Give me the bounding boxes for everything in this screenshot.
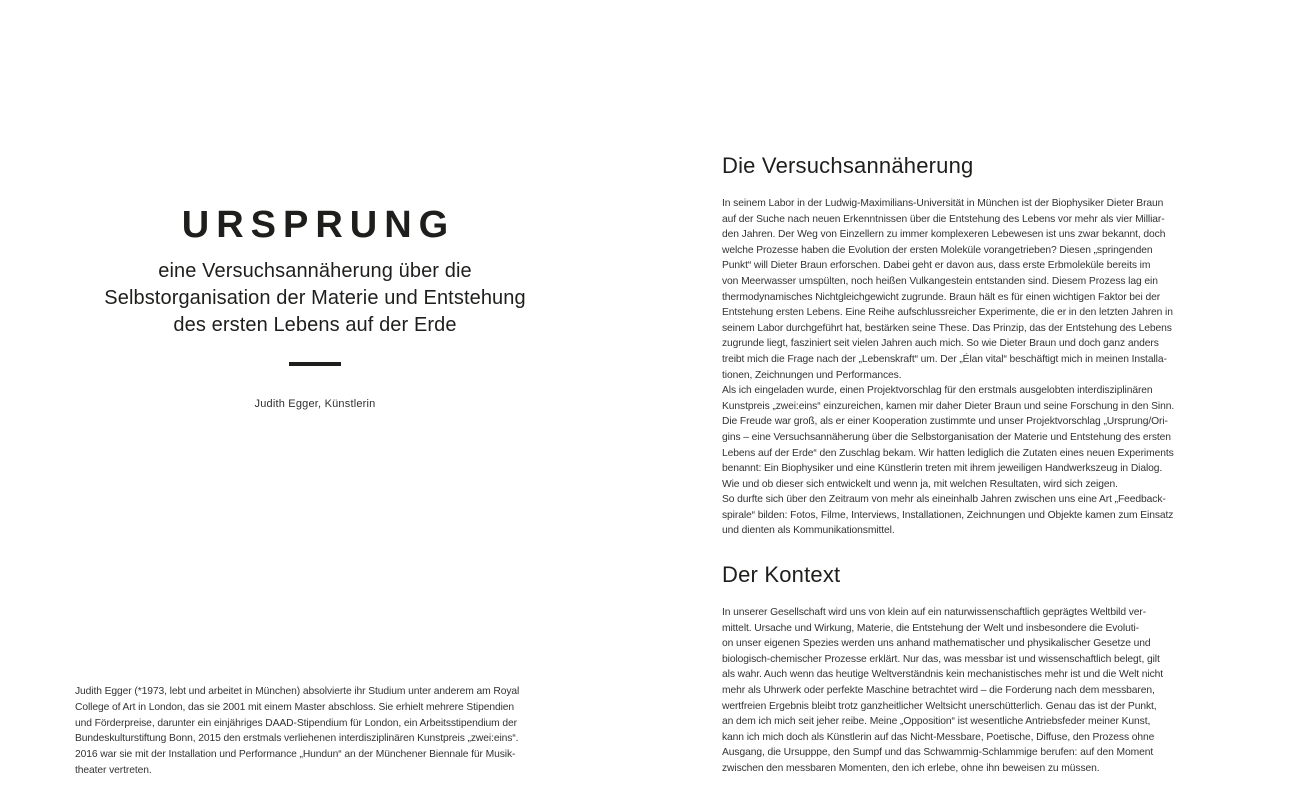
text-line: und dienten als Kommunikationsmittel. [722, 525, 895, 537]
text-line: Lebens auf der Erde“ den Zuschlag bekam. Wir hatten lediglich die Zutaten eines neuen Experiments [722, 447, 1174, 459]
text-line: spirale“ bilden: Fotos, Filme, Interviews, Installationen, Zeichnungen und Objekte kamen zum Einsatz [722, 509, 1174, 521]
text-line: Die Freude war groß, als er einer Kooperation zustimmte und unser Projektvorschlag „Ursprung/Ori- [722, 416, 1168, 428]
paragraph [722, 383, 1218, 492]
text-line: und Förderpreise, darunter ein einjähriges DAAD-Stipendium für London, ein Arbeitsstipendium der [75, 717, 518, 729]
text-line: thermodynamisches Nichtgleichgewicht zugrunde. Braun hält es für einen wichtigen Faktor bei der [722, 291, 1161, 303]
text-line: So durfte sich über den Zeitraum von mehr als eineinhalb Jahren zwischen uns eine Art „Feedback- [722, 494, 1166, 506]
paragraph [722, 605, 1218, 777]
article-section [722, 152, 1218, 539]
text-line: theater vertreten. [75, 764, 152, 776]
text-line: gins – eine Versuchsannäherung über die Selbstorganisation der Materie und Entstehung des ersten [722, 431, 1171, 443]
text-line: mehr als Uhrwerk oder perfekte Maschine betrachtet wird – die Forderung nach dem messbaren, [722, 685, 1155, 697]
text-line: benannt: Ein Biophysiker und eine Künstlerin treten mit ihrem jeweiligen Handwerkszeug in Dialog. [722, 463, 1163, 475]
section-heading: Der Kontext [722, 562, 841, 588]
article-section [722, 561, 1218, 777]
text-line: welche Prozesse haben die Evolution der ersten Moleküle vorangetrieben? Diesen „springenden [722, 244, 1153, 256]
article-column [722, 152, 1218, 777]
text-line: on unser eigenen Spezies werden uns anhand mathematischer und physikalischer Gesetze und [722, 638, 1151, 650]
text-line: In unserer Gesellschaft wird uns von klein auf ein naturwissenschaftlich geprägtes Weltbild ver- [722, 607, 1147, 619]
paragraph [722, 196, 1218, 383]
text-line: Ausgang, die Ursupppe, den Sumpf und das Schwammig-Schlammige berufen: auf den Moment [722, 747, 1154, 759]
page-title: URSPRUNG [181, 204, 456, 246]
text-line: Wie und ob dieser sich entwickelt und wenn ja, mit welchen Resultaten, wird sich zeigen. [722, 478, 1118, 490]
text-line: zwischen den messbaren Momenten, den ich erlebe, ohne ihn beweisen zu müssen. [722, 763, 1100, 774]
text-line: eine Versuchsannäherung über die [158, 260, 472, 282]
text-line: kann ich mich doch als Künstlerin auf das Nicht-Messbare, Poetische, Diffuse, den Prozess ohne [722, 731, 1155, 743]
text-line: tionen, Zeichnungen und Performances. [722, 369, 902, 381]
title-block [40, 0, 590, 410]
text-line: treibt mich die Frage nach der „Lebenskraft“ um. Der „Élan vital“ beschäftigt mich in meinen Installa- [722, 353, 1167, 365]
text-line: In seinem Labor in der Ludwig-Maximilians-Universität in München ist der Biophysiker Dieter Braun [722, 198, 1164, 209]
text-line: Selbstorganisation der Materie und Entstehung [104, 287, 526, 309]
text-line: Als ich eingeladen wurde, einen Projektvorschlag für den erstmals ausgelobten interdisziplinären [722, 385, 1153, 397]
text-line: Punkt“ will Dieter Braun erforschen. Dabei geht er davon aus, dass erste Erbmoleküle bereits im [722, 260, 1151, 272]
text-line: Judith Egger (*1973, lebt und arbeitet in München) absolvierte ihr Studium unter anderem am Royal [75, 686, 520, 697]
text-line: Kunstpreis „zwei:eins“ einzureichen, kamen mir daher Dieter Braun und seine Forschung in den Sinn. [722, 400, 1175, 412]
section-heading: Die Versuchsannäherung [722, 153, 974, 178]
text-line: als wahr. Auch wenn das heutige Weltverständnis kein mechanistisches mehr ist und die Welt nicht [722, 669, 1164, 681]
text-line: zugrunde liegt, fasziniert seit vielen Jahren auch mich. So wie Dieter Braun und doch ganz anders [722, 338, 1159, 350]
text-line: 2016 war sie mit der Installation und Performance „Hundun“ an der Münchener Biennale für Musik- [75, 749, 516, 761]
text-line: seinem Labor durchgeführt hat, bestärken seine These. Das Prinzip, das der Entstehung des Lebens [722, 322, 1172, 334]
text-line: Bundeskulturstiftung Bonn, 2015 den erstmals verliehenen interdisziplinären Kunstpreis „zwei:eins“. [75, 733, 519, 745]
text-line: mittelt. Ursache und Wirkung, Materie, die Entstehung der Welt und insbesondere die Evoluti- [722, 622, 1140, 634]
text-line: von Meerwasser umspülten, noch heißen Vulkangestein entstanden sind. Diesem Prozess lag ein [722, 275, 1158, 287]
text-line: an dem ich mich seit jeher reibe. Meine „Opposition“ ist wesentliche Antriebsfeder meiner Kunst, [722, 716, 1151, 728]
text-line: auf der Suche nach neuen Erkenntnissen über die Entstehung des Lebens vor mehr als vier Milliar- [722, 213, 1165, 225]
text-line: den Jahren. Der Weg von Einzellern zu immer komplexeren Lebewesen ist uns zwar bekannt, doch [722, 229, 1166, 241]
text-line: des ersten Lebens auf der Erde [173, 314, 457, 336]
text-line: College of Art in London, das sie 2001 mit einem Master abschloss. Sie erhielt mehrere Stipendien [75, 701, 515, 713]
paragraph [722, 492, 1218, 539]
text-line: Entstehung ersten Lebens. Eine Reihe aufschlussreicher Experimente, die er in den letzten Jahren in [722, 307, 1173, 319]
text-line: biologisch-chemischer Prozesse erklärt. Nur das, was messbar ist und wissenschaftlich belegt, gilt [722, 653, 1160, 665]
artist-bio [75, 684, 580, 779]
divider-rule [289, 362, 341, 366]
byline: Judith Egger, Künstlerin [254, 398, 376, 410]
text-line: wertfreien Ergebnis bleibt trotz ganzheitlicher Weltsicht unerschütterlich. Genau das ist der Punkt, [722, 700, 1157, 712]
page-subtitle [40, 258, 590, 339]
